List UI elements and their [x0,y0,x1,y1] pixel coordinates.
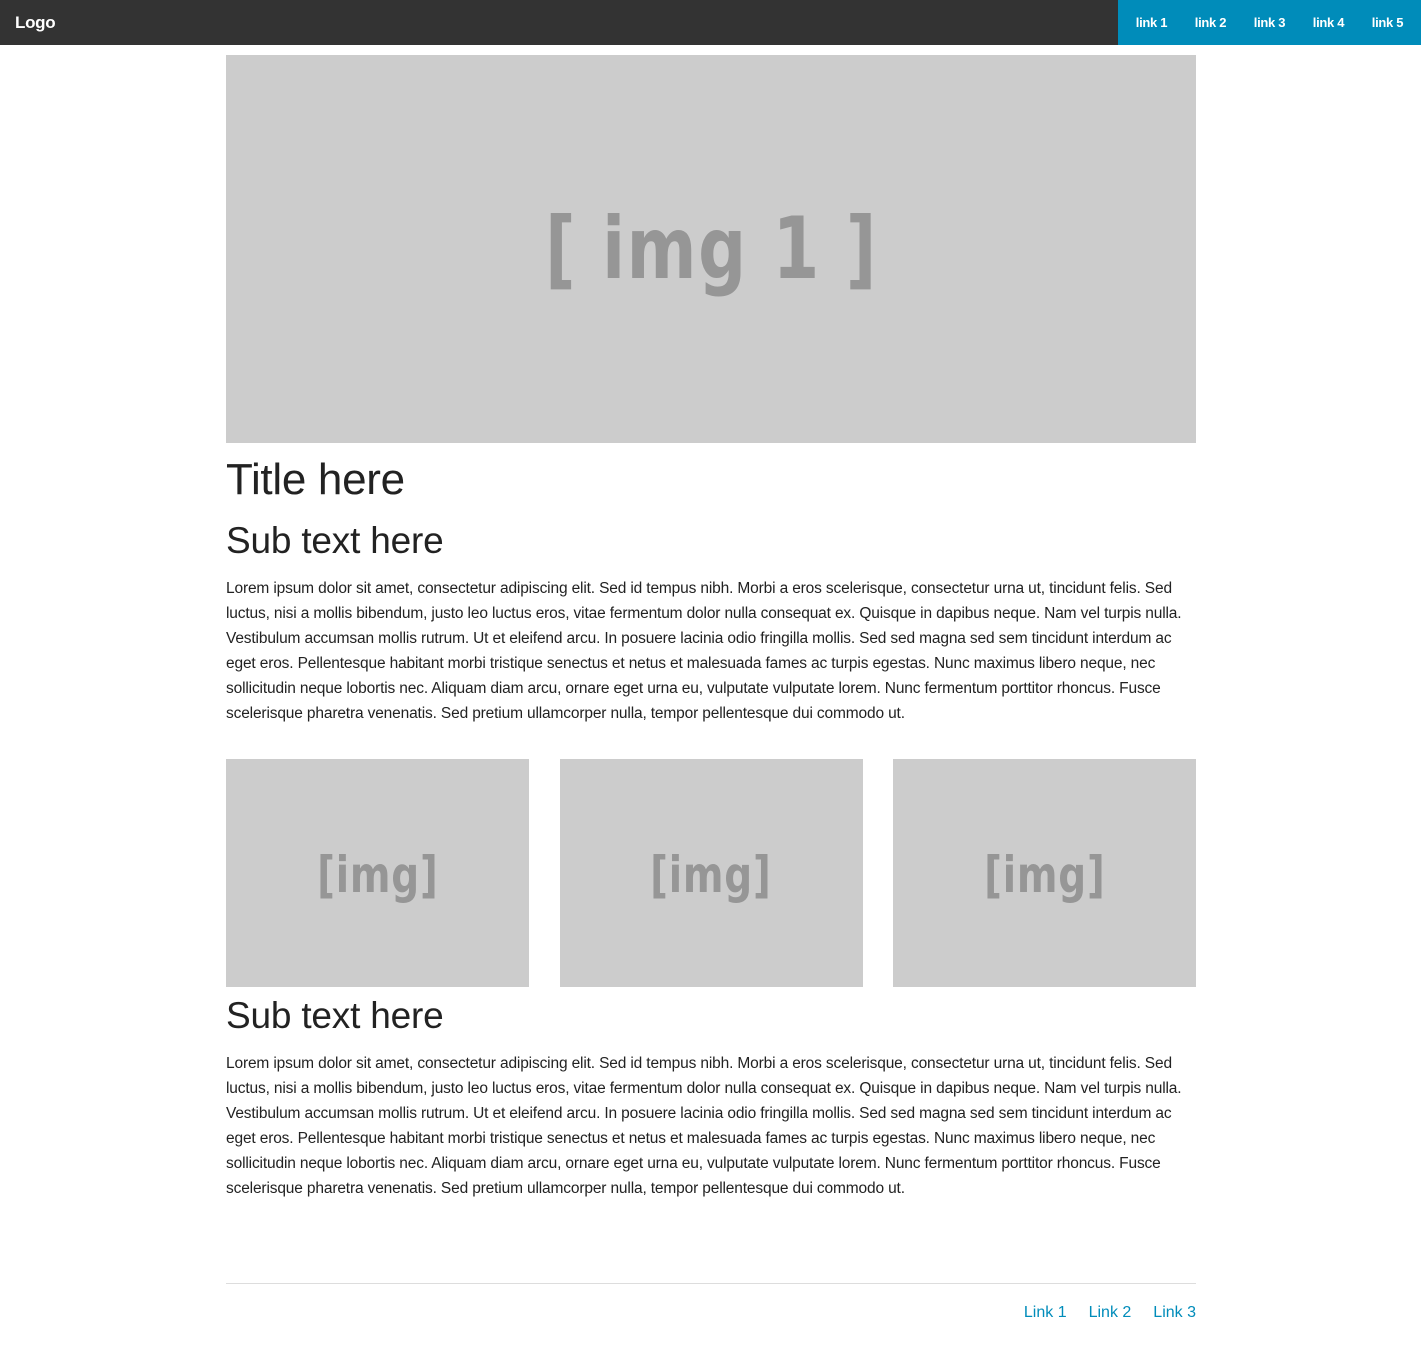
section-1-body: Lorem ipsum dolor sit amet, consectetur adipiscing elit. Sed id tempus nibh. Morbi a eros scelerisque, consectetur urna ut, tincidunt felis. Sed luctus, nisi a mollis bibendum, justo leo luctus eros, vitae fermentum dolor nulla consequat ex. Quisque in dapibus neque. Nam vel turpis nulla. Vestibulum accumsan mollis rutrum. Ut et eleifend arcu. In posuere lacinia odio fringilla mollis. Sed sed magna sed sem tincidunt interdum ac eget eros. Pellentesque habitant morbi tristique senectus et netus et malesuada fames ac turpis egestas. Nunc maximus libero neque, nec sollicitudin neque lobortis nec. Aliquam diam arcu, ornare eget urna eu, vulputate vulputate lorem. Nunc fermentum porttitor rhoncus. Fusce scelerisque pharetra venenatis. Sed pretium ullamcorper nulla, tempor pellentesque dui commodo ut. [226,580,1182,722]
footer-link-1[interactable]: Link 1 [1023,1304,1067,1321]
thumbnail-placeholder-label: [img] [650,846,772,904]
thumbnail-image-placeholder [893,759,1196,987]
hero-placeholder-label: [ img 1 ] [544,199,878,299]
footer-link-2[interactable]: Link 2 [1088,1304,1132,1321]
top-nav [1118,0,1421,45]
top-bar [0,0,1421,45]
footer-link-3[interactable]: Link 3 [1153,1304,1196,1321]
section-2-subtitle: Sub text here [226,995,444,1036]
thumbnail-placeholder-label: [img] [983,846,1106,904]
nav-link-3[interactable]: link 3 [1253,15,1286,30]
nav-link-2[interactable]: link 2 [1194,15,1227,30]
nav-link-1[interactable]: link 1 [1135,15,1168,30]
thumbnail-placeholder-label: [img] [316,846,439,904]
hero-image-placeholder [226,55,1196,443]
section-1-subtitle: Sub text here [226,520,444,561]
main-content [226,55,1196,1201]
section-2-body: Lorem ipsum dolor sit amet, consectetur adipiscing elit. Sed id tempus nibh. Morbi a eros scelerisque, consectetur urna ut, tincidunt felis. Sed luctus, nisi a mollis bibendum, justo leo luctus eros, vitae fermentum dolor nulla consequat ex. Quisque in dapibus neque. Nam vel turpis nulla. Vestibulum accumsan mollis rutrum. Ut et eleifend arcu. In posuere lacinia odio fringilla mollis. Sed sed magna sed sem tincidunt interdum ac eget eros. Pellentesque habitant morbi tristique senectus et netus et malesuada fames ac turpis egestas. Nunc maximus libero neque, nec sollicitudin neque lobortis nec. Aliquam diam arcu, ornare eget urna eu, vulputate vulputate lorem. Nunc fermentum porttitor rhoncus. Fusce scelerisque pharetra venenatis. Sed pretium ullamcorper nulla, tempor pellentesque dui commodo ut. [226,1055,1182,1197]
nav-link-5[interactable]: link 5 [1371,15,1404,30]
page-title: Title here [226,455,405,504]
thumbnail-image-placeholder [226,759,529,987]
thumbnail-grid [226,759,1196,987]
nav-link-4[interactable]: link 4 [1312,15,1345,30]
footer-links [226,1304,1196,1322]
footer [226,1283,1196,1322]
logo[interactable]: Logo [15,13,56,32]
thumbnail-image-placeholder [560,759,863,987]
